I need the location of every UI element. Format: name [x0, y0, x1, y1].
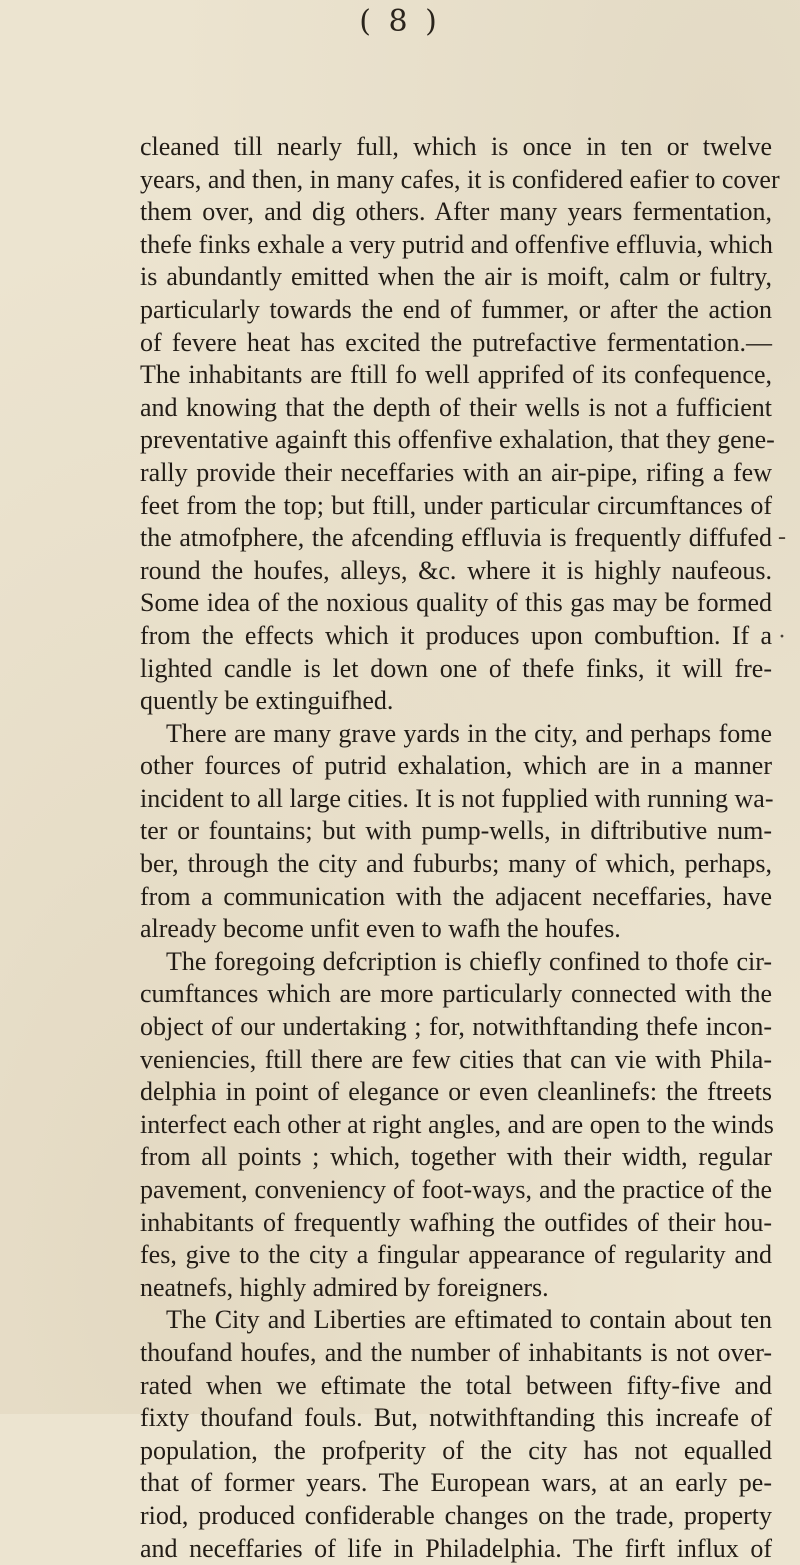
text-line: object of our undertaking ; for, notwithftanding thefe incon-	[140, 1012, 772, 1042]
text-line: other fources of putrid exhalation, which are in a manner	[140, 751, 772, 781]
text-line: The City and Liberties are eftimated to contain about ten	[166, 1305, 772, 1335]
text-line: incident to all large cities. It is not fupplied with running wa-	[140, 783, 774, 813]
text-line: veniencies, ftill there are few cities that can vie with Phila-	[140, 1044, 772, 1074]
text-line: years, and then, in many cafes, it is confidered eafier to cover	[140, 164, 780, 194]
text-line: from all points ; which, together with their width, regular	[140, 1142, 772, 1172]
text-line: neatnefs, highly admired by foreigners.	[140, 1272, 549, 1302]
text-line: ber, through the city and fuburbs; many of which, perhaps,	[140, 849, 772, 879]
margin-mark: -	[778, 524, 786, 550]
text-line: quently be extinguifhed.	[140, 686, 394, 716]
text-line: delphia in point of elegance or even cleanlinefs: the ftreets	[140, 1077, 772, 1107]
page-number: ( 8 )	[359, 4, 441, 39]
text-line: interfect each other at right angles, and are open to the winds	[140, 1109, 774, 1139]
body-text	[140, 131, 780, 1565]
text-line: cleaned till nearly full, which is once in ten or twelve	[140, 132, 772, 161]
text-line: that of former years. The European wars, at an early pe-	[140, 1468, 772, 1498]
text-line: inhabitants of frequently wafhing the outfides of their hou-	[140, 1207, 772, 1237]
text-line: The foregoing defcription is chiefly confined to thofe cir-	[166, 946, 772, 976]
text-line: lighted candle is let down one of thefe finks, it will fre-	[140, 653, 772, 683]
text-line: preventative againft this offenfive exhalation, that they gene-	[140, 425, 775, 455]
text-line: pavement, conveniency of foot-ways, and the practice of the	[140, 1175, 772, 1204]
text-line: rally provide their neceffaries with an air-pipe, rifing a few	[140, 457, 772, 487]
text-line: ter or fountains; but with pump-wells, in diftributive num-	[140, 816, 772, 846]
text-line: the atmofphere, the afcending effluvia is frequently diffufed	[140, 523, 772, 553]
text-line: thefe finks exhale a very putrid and offenfive effluvia, which	[140, 229, 773, 259]
text-line: and neceffaries of life in Philadelphia. The firft influx of	[140, 1533, 772, 1563]
text-line: is abundantly emitted when the air is moift, calm or fultry,	[140, 262, 772, 292]
text-line: rated when we eftimate the total between fifty-five and	[140, 1370, 772, 1400]
text-line: fes, give to the city a fingular appearance of regularity and	[140, 1240, 772, 1270]
text-line: and knowing that the depth of their wells is not a fufficient	[140, 392, 772, 422]
text-line: The inhabitants are ftill fo well apprifed of its confequence,	[140, 360, 772, 390]
text-line: Some idea of the noxious quality of this gas may be formed	[140, 588, 772, 618]
text-line: feet from the top; but ftill, under particular circumftances of	[140, 490, 772, 520]
text-line: from the effects which it produces upon combuftion. If a	[140, 620, 772, 650]
text-line: There are many grave yards in the city, and perhaps fome	[166, 718, 772, 748]
margin-mark: ·	[778, 624, 786, 650]
text-line: particularly towards the end of fummer, or after the action	[140, 294, 772, 324]
text-line: already become unfit even to wafh the houfes.	[140, 914, 621, 944]
text-line: fixty thoufand fouls. But, notwithftanding this increafe of	[140, 1403, 772, 1433]
text-line: thoufand houfes, and the number of inhabitants is not over-	[140, 1337, 772, 1367]
text-line: of fevere heat has excited the putrefactive fermentation.—	[140, 327, 772, 357]
text-line: from a communication with the adjacent neceffaries, have	[140, 881, 772, 911]
text-line: them over, and dig others. After many years fermentation,	[140, 197, 772, 227]
text-line: population, the profperity of the city has not equalled	[140, 1435, 772, 1465]
text-line: cumftances which are more particularly connected with the	[140, 979, 772, 1009]
text-line: round the houfes, alleys, &c. where it is highly naufeous.	[140, 555, 772, 585]
text-line: riod, produced confiderable changes on the trade, property	[140, 1500, 772, 1530]
